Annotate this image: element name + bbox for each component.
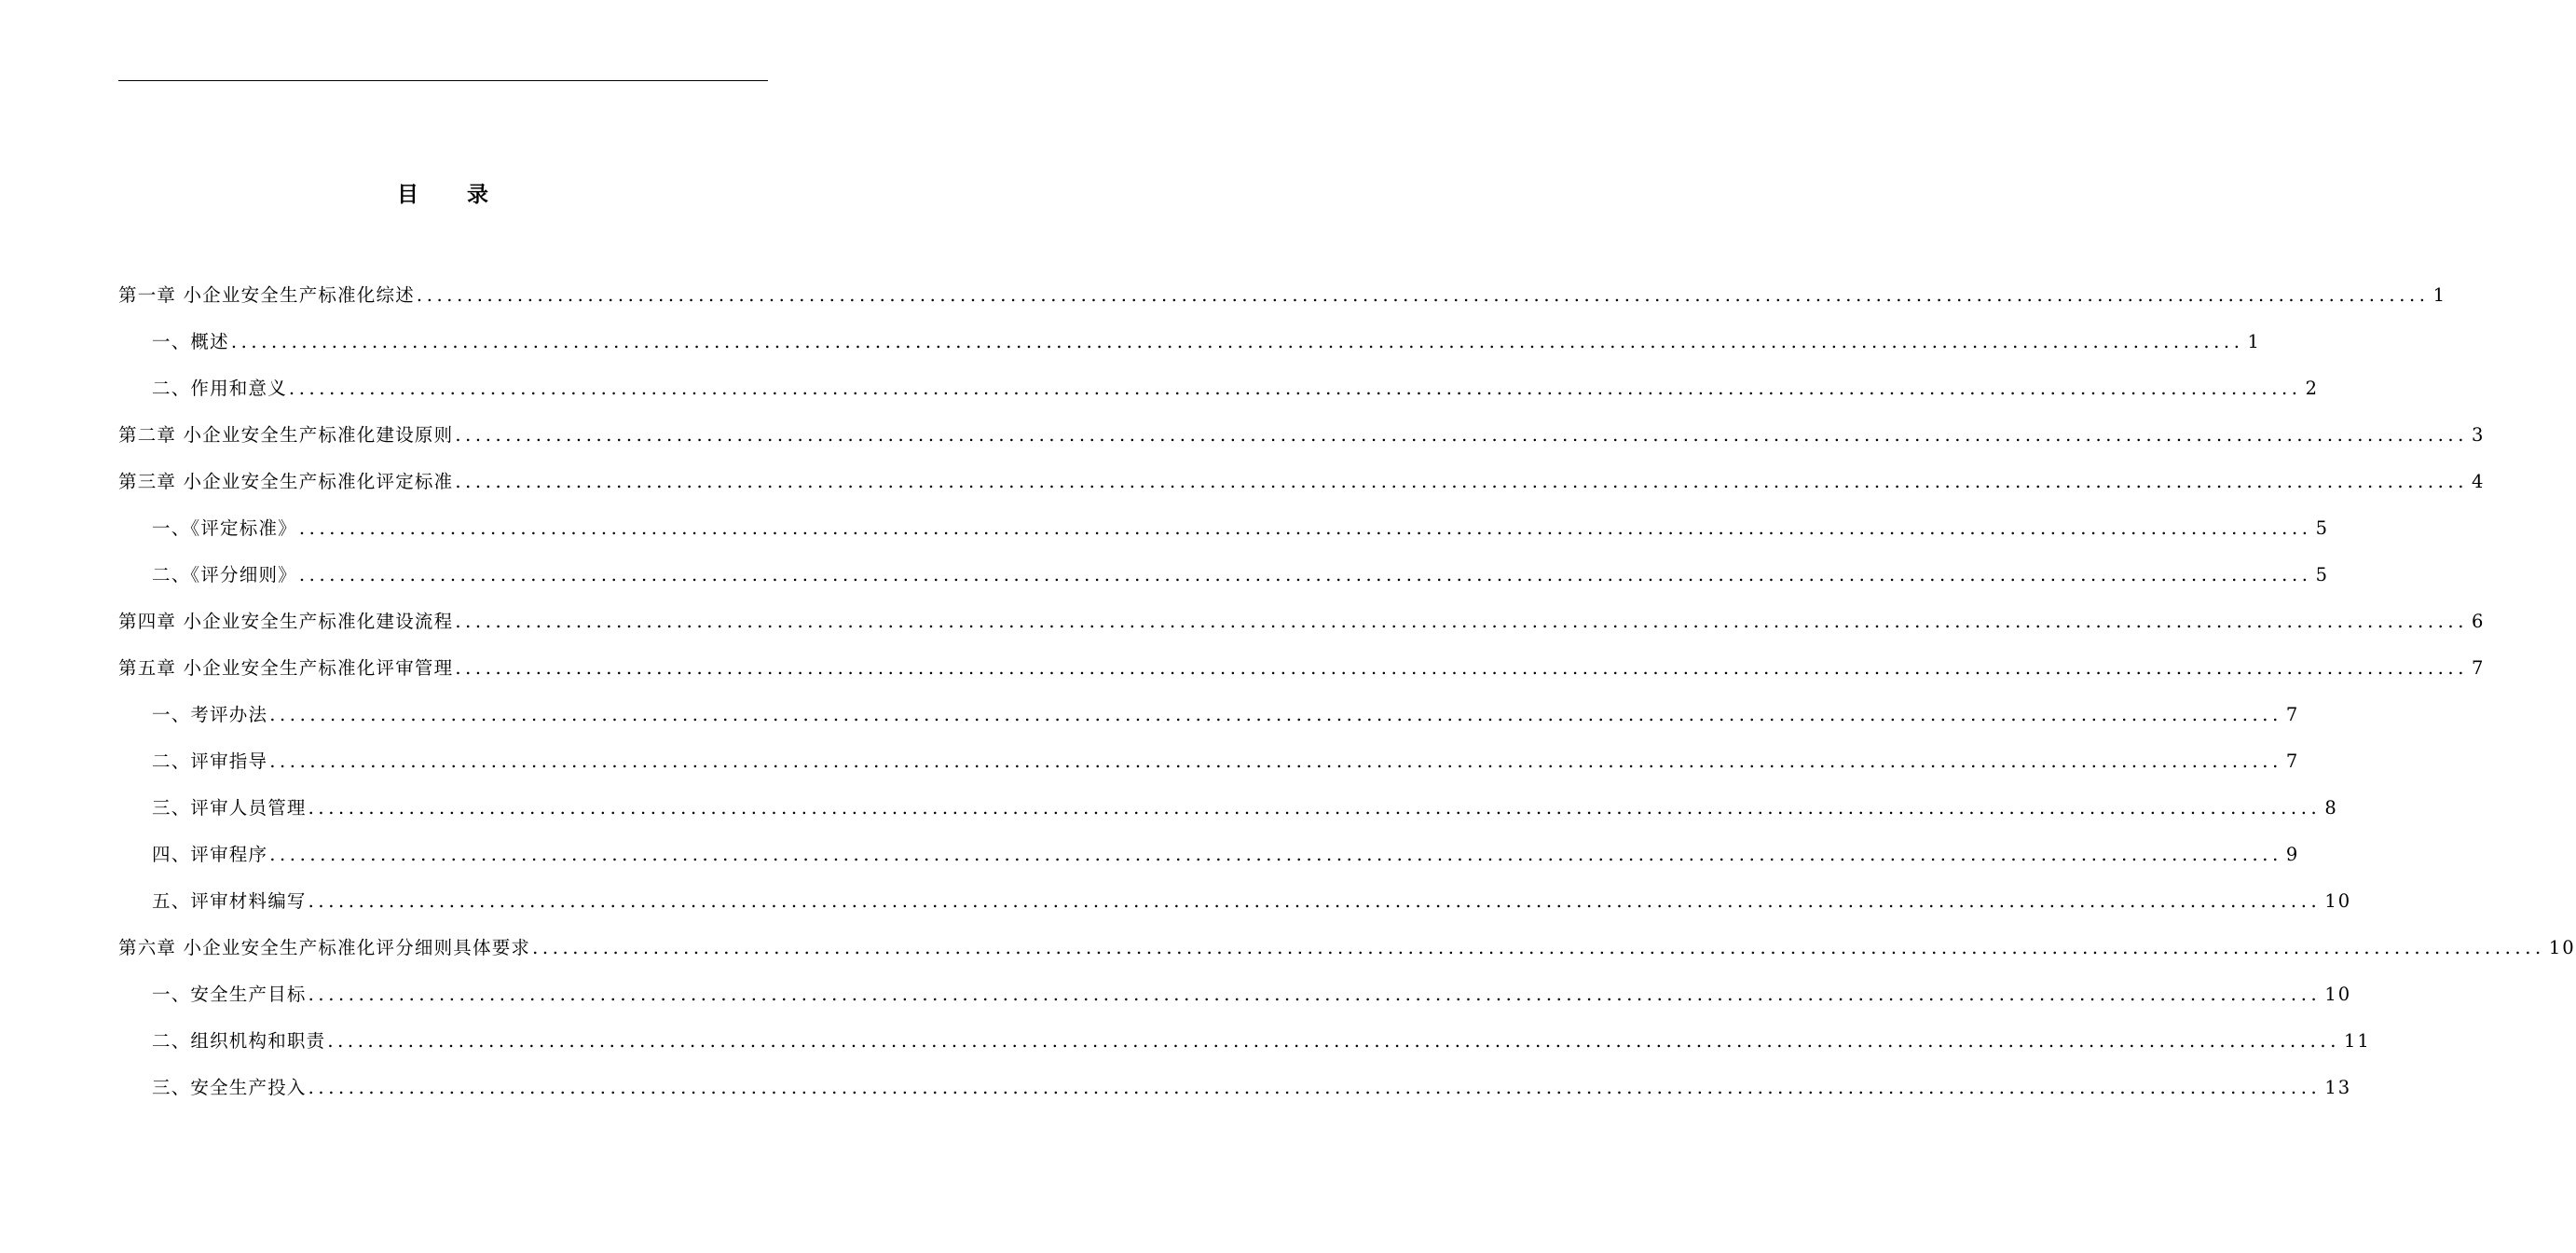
- toc-dot-leader: ........................................................................................................................................................................................................: [269, 704, 2282, 725]
- toc-page-number: 3: [2472, 424, 2486, 446]
- toc-entry-label: 第六章 小企业安全生产标准化评分细则具体要求: [118, 937, 531, 958]
- toc-entry-label: 二、《评分细则》: [152, 564, 297, 585]
- toc-section-entry[interactable]: [118, 1060, 2352, 1107]
- toc-page-number: 10: [2324, 890, 2352, 912]
- toc-dot-leader: ........................................................................................................................................................................................................: [308, 1077, 2322, 1098]
- toc-section-entry[interactable]: [118, 361, 2320, 407]
- toc-entry-label: 一、考评办法: [152, 704, 268, 725]
- toc-page-number: 1: [2432, 284, 2447, 306]
- toc-entry-label: 四、评审程序: [152, 844, 268, 865]
- toc-dot-leader: ........................................................................................................................................................................................................: [308, 890, 2322, 912]
- toc-dot-leader: ........................................................................................................................................................................................................: [416, 284, 2430, 306]
- toc-entry-label: 一、安全生产目标: [152, 984, 307, 1005]
- toc-entry-label: 二、评审指导: [152, 750, 268, 772]
- toc-entry-label: 一、概述: [152, 331, 229, 352]
- toc-section-entry[interactable]: [118, 874, 2352, 920]
- toc-page-number: 13: [2324, 1077, 2352, 1098]
- toc-section-entry[interactable]: [118, 501, 2329, 547]
- toc-chapter-entry[interactable]: [118, 454, 2486, 501]
- toc-section-entry[interactable]: [118, 827, 2300, 874]
- toc-entry-label: 第五章 小企业安全生产标准化评审管理: [118, 657, 454, 679]
- toc-page-number: 4: [2472, 471, 2486, 492]
- toc-chapter-entry[interactable]: [118, 640, 2486, 687]
- toc-entry-label: 第一章 小企业安全生产标准化综述: [118, 284, 415, 306]
- toc-page-number: 5: [2315, 564, 2329, 585]
- toc-dot-leader: ........................................................................................................................................................................................................: [230, 331, 2244, 352]
- header-rule: [118, 80, 768, 81]
- toc-page-number: 8: [2324, 797, 2338, 819]
- toc-dot-leader: ........................................................................................................................................................................................................: [288, 378, 2302, 399]
- toc-chapter-entry[interactable]: [118, 920, 2576, 967]
- page-title: 目 录: [396, 182, 509, 207]
- toc-page-number: 7: [2285, 750, 2300, 772]
- toc-page-number: 10: [2548, 937, 2576, 958]
- toc-entry-label: 一、《评定标准》: [152, 517, 297, 539]
- toc-page-number: 11: [2344, 1030, 2371, 1052]
- toc-section-entry[interactable]: [118, 687, 2300, 734]
- toc-chapter-entry[interactable]: [118, 594, 2486, 640]
- toc-page-number: 7: [2285, 704, 2300, 725]
- toc-entry-label: 五、评审材料编写: [152, 890, 307, 912]
- toc-dot-leader: ........................................................................................................................................................................................................: [455, 611, 2469, 632]
- toc-dot-leader: ........................................................................................................................................................................................................: [308, 984, 2322, 1005]
- toc-entry-label: 三、评审人员管理: [152, 797, 307, 819]
- toc-dot-leader: ........................................................................................................................................................................................................: [298, 564, 2312, 585]
- toc-entry-label: 第二章 小企业安全生产标准化建设原则: [118, 424, 454, 446]
- toc-page-number: 7: [2472, 657, 2486, 679]
- toc-entry-label: 第四章 小企业安全生产标准化建设流程: [118, 611, 454, 632]
- toc-page-number: 6: [2472, 611, 2486, 632]
- table-of-contents: [118, 268, 2576, 1107]
- toc-section-entry[interactable]: [118, 547, 2329, 594]
- toc-page-number: 10: [2324, 984, 2352, 1005]
- toc-dot-leader: ........................................................................................................................................................................................................: [455, 657, 2469, 679]
- toc-page-number: 5: [2315, 517, 2329, 539]
- toc-page-number: 1: [2247, 331, 2261, 352]
- toc-dot-leader: ........................................................................................................................................................................................................: [327, 1030, 2341, 1052]
- toc-page-number: 2: [2305, 378, 2320, 399]
- toc-section-entry[interactable]: [118, 734, 2300, 780]
- toc-dot-leader: ........................................................................................................................................................................................................: [532, 937, 2545, 958]
- toc-dot-leader: ........................................................................................................................................................................................................: [455, 471, 2469, 492]
- toc-entry-label: 第三章 小企业安全生产标准化评定标准: [118, 471, 454, 492]
- toc-dot-leader: ........................................................................................................................................................................................................: [269, 750, 2282, 772]
- toc-section-entry[interactable]: [118, 1013, 2371, 1060]
- toc-chapter-entry[interactable]: [118, 268, 2447, 314]
- toc-dot-leader: ........................................................................................................................................................................................................: [308, 797, 2322, 819]
- toc-section-entry[interactable]: [118, 780, 2338, 827]
- toc-section-entry[interactable]: [118, 314, 2261, 361]
- toc-dot-leader: ........................................................................................................................................................................................................: [455, 424, 2469, 446]
- toc-dot-leader: ........................................................................................................................................................................................................: [269, 844, 2282, 865]
- toc-entry-label: 三、安全生产投入: [152, 1077, 307, 1098]
- toc-section-entry[interactable]: [118, 967, 2352, 1013]
- toc-dot-leader: ........................................................................................................................................................................................................: [298, 517, 2312, 539]
- toc-entry-label: 二、作用和意义: [152, 378, 287, 399]
- toc-page-number: 9: [2285, 844, 2300, 865]
- toc-chapter-entry[interactable]: [118, 407, 2486, 454]
- toc-entry-label: 二、组织机构和职责: [152, 1030, 326, 1052]
